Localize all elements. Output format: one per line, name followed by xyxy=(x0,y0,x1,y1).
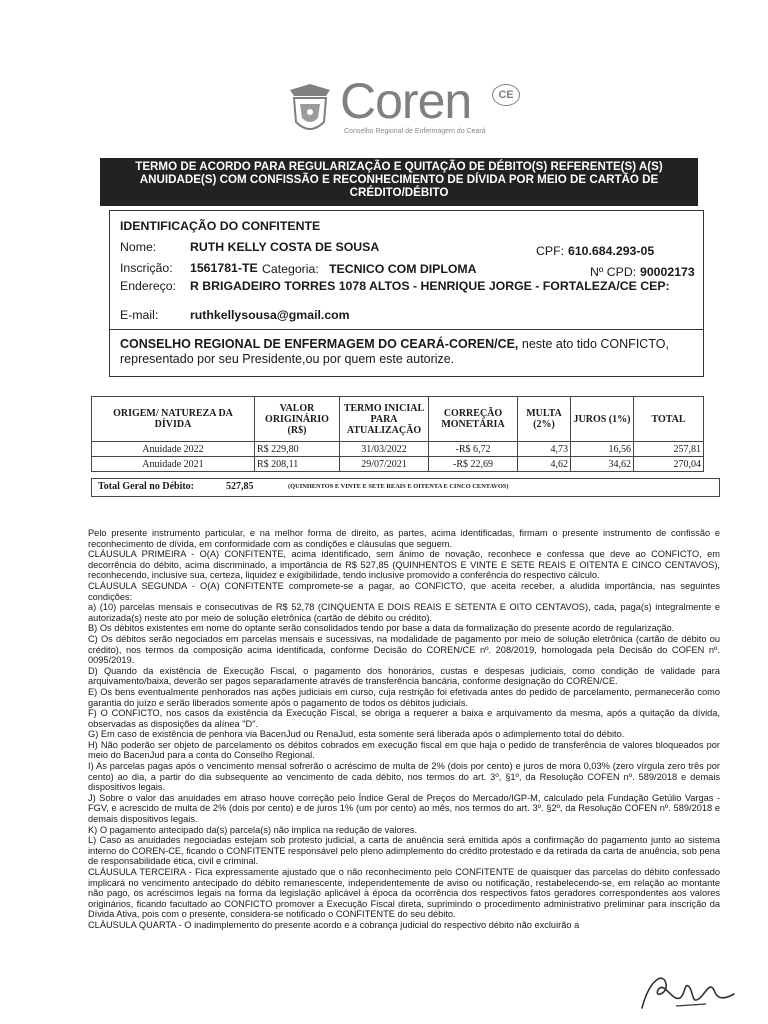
signature-mark xyxy=(636,968,740,1014)
paragraph: a) (10) parcelas mensais e consecutivas de R$ 52,78 (CINQUENTA E DOIS REAIS E SETENTA E OITO CENTAVOS), cada, paga(s) integralmente e autorizada(s) neste ato por meio de solução eletrônica (cartão de débito ou crédito). xyxy=(88,602,720,623)
header-juros: JUROS (1%) xyxy=(571,397,634,442)
header-origem: ORIGEM/ NATUREZA DA DÍVIDA xyxy=(92,397,255,442)
cell-juros: 16,56 xyxy=(571,442,634,457)
document-title: TERMO DE ACORDO PARA REGULARIZAÇÃO E QUITAÇÃO DE DÉBITO(S) REFERENTE(S) A(S) ANUIDADE(S) COM CONFISSÃO E RECONHECIMENTO DE DÍVIDA POR MEIO DE CARTÃO DE CRÉDITO/DÉBITO xyxy=(100,158,698,206)
paragraph: L) Caso as anuidades negociadas estejam sob protesto judicial, a carta de anuência será emitida após a confirmação do pagamento junto ao sistema interno do COREN-CE, ficando o CONFITENTE responsável pelo pleno adimplemento do crédito protestado e da retirada da carta de anuência, sob pena de responsabilidade ética, civil e criminal. xyxy=(88,835,720,867)
inscricao-label: Inscrição: xyxy=(120,261,173,275)
logo-wordmark: Coren xyxy=(340,73,472,129)
paragraph: E) Os bens eventualmente penhorados nas ações judiciais em curso, cuja restrição foi efetivada antes do pedido de parcelamento, permanecerão como garantia do juízo e serão liberados somente após o pagamento de todos os débitos judiciais. xyxy=(88,686,720,708)
conselho-description: neste ato tido CONFICTO, representado por seu Presidente,ou por quem este autorize. xyxy=(120,337,669,366)
cell-total: 257,81 xyxy=(634,442,704,457)
cell-origem: Anuidade 2022 xyxy=(92,442,255,457)
cell-correcao: -R$ 6,72 xyxy=(429,442,518,457)
table-header-row xyxy=(92,397,704,442)
paragraph: D) Quando da existência de Execução Fiscal, o pagamento dos honorários, custas e despesas judiciais, como condição de validade para arquivamento/baixa, deverão ser pagos separadamente através de transferência bancária, conforme designação do COREN/CE. xyxy=(88,665,720,687)
total-row xyxy=(91,478,720,497)
logo-subtitle: Conselho Regional de Enfermagem do Ceará xyxy=(344,128,486,135)
header-valor: VALOR ORIGINÁRIO (R$) xyxy=(255,397,340,442)
categoria-value: TECNICO COM DIPLOMA xyxy=(329,262,477,276)
cell-valor: R$ 229,80 xyxy=(255,442,340,457)
cell-multa: 4,62 xyxy=(518,457,571,472)
section-title: IDENTIFICAÇÃO DO CONFITENTE xyxy=(120,219,321,233)
paragraph: K) O pagamento antecipado da(s) parcela(s) não implica na redução de valores. xyxy=(88,824,418,835)
cell-termo: 29/07/2021 xyxy=(340,457,429,472)
debt-table xyxy=(91,396,704,472)
cpd-label: Nº CPD: xyxy=(590,265,637,279)
paragraph: F) O CONFICTO, nos casos da existência da Execução Fiscal, se obriga a requerer a baixa e arquivamento da mesma, após a quitação da dívida, observadas as disposições da alínea "D". xyxy=(88,708,720,729)
paragraph: CLÁUSULA SEGUNDA - O(A) CONFITENTE compromete-se a pagar, ao CONFICTO, que aceita receber, a aludida importância, nas seguintes condições: xyxy=(88,580,720,602)
table-row xyxy=(92,442,704,457)
header-multa: MULTA (2%) xyxy=(518,397,571,442)
paragraph: I) As parcelas pagas após o vencimento mensal sofrerão o acréscimo de multa de 2% (dois por cento) e juros de mora 0,03% (zero vírgula zero três por cento) ao dia, a partir do dia subsequente ao vencimento de cada débito, nos termos do art. 3º, §1º, da Resolução COFEN nº. 589/2018 e demais dispositivos legais. xyxy=(88,761,720,793)
inscricao-value: 1561781-TE xyxy=(190,261,258,275)
email-value: ruthkellysousa@gmail.com xyxy=(190,308,350,322)
cell-origem: Anuidade 2021 xyxy=(92,457,255,472)
table-row xyxy=(92,457,704,472)
categoria-label: Categoria: xyxy=(262,262,319,276)
header-total: TOTAL xyxy=(634,397,704,442)
conselho-section xyxy=(109,329,704,377)
logo-badge: CE xyxy=(492,84,520,106)
cell-termo: 31/03/2022 xyxy=(340,442,429,457)
total-label: Total Geral no Débito: xyxy=(98,481,195,492)
paragraph: J) Sobre o valor das anuidades em atraso houve correção pelo Índice Geral de Preços do Mercado/IGP-M, calculado pela Fundação Getúlio Vargas - FGV, e acrescido de multa de 2% (dois por cento) e de juros 1% (um por cento) ao mês, nos termos do art. 3º. §2º, da Resolução COFEN nº. 589/2018 e demais dispositivos legais. xyxy=(88,792,720,825)
cell-correcao: -R$ 22,69 xyxy=(429,457,518,472)
paragraph: Pelo presente instrumento particular, e na melhor forma de direito, as partes, acima identificadas, firmam o presente instrumento de confissão e reconhecimento de dívida, em conformidade com as condições e cláusulas que seguem. xyxy=(88,528,720,549)
nome-value: RUTH KELLY COSTA DE SOUSA xyxy=(190,240,380,254)
conselho-text xyxy=(120,337,700,367)
conselho-name: CONSELHO REGIONAL DE ENFERMAGEM DO CEARÁ-COREN/CE, xyxy=(120,337,519,351)
cpf-label: CPF: xyxy=(536,244,565,258)
paragraph: CLÁUSULA TERCEIRA - Fica expressamente ajustado que o não reconhecimento pelo CONFITENTE de quaisquer das parcelas do débito confessado implicará no vencimento antecipado do débito remanescente, independentemente de aviso ou notificação, restabelecendo-se, em relação ao montante não pago, os acréscimos legais na forma da legislação aplicável à época da ocorrência dos respectivos fatos geradores correspondentes aos valores originários, ficando facultado ao CONFICTO promover a Execução Fiscal direta, suprimindo o procedimento administrativo preliminar para inscrição da Dívida Ativa, pois com o presente, considera-se notificado o CONFITENTE do seu débito. xyxy=(88,867,720,920)
paragraph: H) Não poderão ser objeto de parcelamento os débitos cobrados em execução fiscal em que haja o pedido de transferência de valores bloqueados por meio do BacenJud para a conta do Conselho Regional. xyxy=(88,739,720,761)
header-termo: TERMO INICIAL PARA ATUALIZAÇÃO xyxy=(340,397,429,442)
cell-multa: 4,73 xyxy=(518,442,571,457)
cpd-value: 90002173 xyxy=(640,265,695,279)
cell-total: 270,04 xyxy=(634,457,704,472)
nome-label: Nome: xyxy=(120,240,157,254)
paragraph: G) Em caso de existência de penhora via BacenJud ou RenaJud, esta somente será liberada após o adimplemento total do débito. xyxy=(88,729,625,740)
confitente-section xyxy=(109,210,704,330)
endereco-value: R BRIGADEIRO TORRES 1078 ALTOS - HENRIQUE JORGE - FORTALEZA/CE CEP: xyxy=(190,279,670,293)
email-label: E-mail: xyxy=(120,308,159,322)
total-words: (QUINHENTOS E VINTE E SETE REAIS E OITENTA E CINCO CENTAVOS) xyxy=(288,483,509,490)
paragraph: B) Os débitos existentes em nome do optante serão consolidados tendo por base a data da formalização do presente acordo de regularização. xyxy=(88,623,675,634)
paragraph: CLÁUSULA PRIMEIRA - O(A) CONFITENTE, acima identificado, sem ânimo de novação, reconhece e confessa que deve ao CONFICTO, em decorrência do débito, acima discriminado, a importância de R$ 527,85 (QUINHENTOS E VINTE E SETE REAIS E OITENTA E CINCO CENTAVOS), reconhecendo, inclusive sua, certeza, liquidez e exigibilidade, tendo inclusive promovido a conferência do respectivo cálculo. xyxy=(88,549,720,581)
coren-emblem-icon xyxy=(286,82,334,138)
endereco-label: Endereço: xyxy=(120,279,177,293)
paragraph: CLÁUSULA QUARTA - O inadimplemento do presente acordo e a cobrança judicial do respectivo débito não excluirão a xyxy=(88,919,580,930)
cpf-value: 610.684.293-05 xyxy=(568,244,655,258)
header-correcao: CORREÇÃO MONETÁRIA xyxy=(429,397,518,442)
total-value: 527,85 xyxy=(226,481,254,492)
contract-body xyxy=(88,528,720,931)
cell-valor: R$ 208,11 xyxy=(255,457,340,472)
paragraph: C) Os débitos serão negociados em parcelas mensais e sucessivas, na modalidade de pagamento por meio de solução eletrônica (cartão de débito ou crédito), nos termos da composição acima identificada, conforme Decisão do COREN/CE nº. 208/2019, homologada pela Decisão do COFEN nº. 0095/2019. xyxy=(88,633,720,666)
cell-juros: 34,62 xyxy=(571,457,634,472)
